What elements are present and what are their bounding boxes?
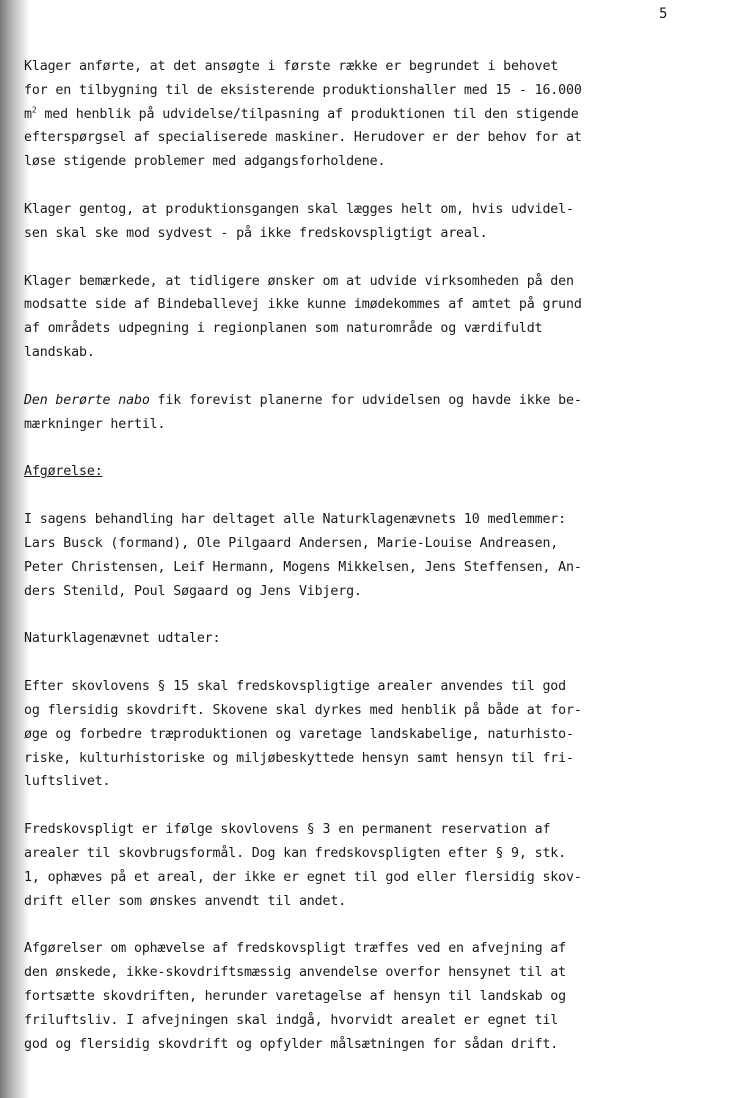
text-line: Fredskovspligt er ifølge skovlovens § 3 en permanent reservation af (24, 822, 551, 838)
document-body (24, 55, 674, 1080)
text-line: Klager anførte, at det ansøgte i første række er begrundet i behovet (24, 59, 559, 74)
paragraph-request (24, 55, 674, 174)
page-number: 5 (659, 6, 668, 22)
unit-m: m (24, 106, 32, 122)
text-line: den ønskede, ikke-skovdriftsmæssig anvendelse overfor hensynet til at (24, 965, 567, 981)
paragraph-neighbour (24, 389, 674, 437)
section-heading: Afgørelse: (24, 464, 103, 480)
text-line: og flersidig skovdrift. Skovene skal dyrkes med henblik på både at for- (24, 702, 582, 718)
paragraph-forest-law-3 (24, 818, 674, 913)
text-line: for en tilbygning til de eksisterende produktionshaller med 15 - 16.000 (24, 82, 582, 98)
text-line: ders Stenild, Poul Søgaard og Jens Vibjerg. (24, 583, 362, 599)
text-line: løse stigende problemer med adgangsforholdene. (24, 154, 386, 170)
text-line (24, 103, 674, 127)
text-line: friluftsliv. I afvejningen skal indgå, hvorvidt arealet er egnet til (24, 1012, 559, 1028)
paragraph-previous-wishes (24, 270, 674, 365)
text-line: drift eller som ønskes anvendt til andet. (24, 893, 347, 909)
text-line: Lars Busck (formand), Ole Pilgaard Andersen, Marie-Louise Andreasen, (24, 535, 559, 551)
text-line: modsatte side af Bindeballevej ikke kunne imødekommes af amtet på grund (24, 297, 582, 313)
text-line: luftslivet. (24, 774, 111, 790)
statement-intro: Naturklagenævnet udtaler: (24, 631, 221, 647)
text-line: fortsætte skovdriften, herunder varetagelse af hensyn til landskab og (24, 988, 567, 1004)
text-line: landskab. (24, 344, 95, 360)
text-line: Klager gentog, at produktionsgangen skal lægges helt om, hvis udvidel- (24, 201, 574, 217)
text-line: riske, kulturhistoriske og miljøbeskyttede hensyn samt hensyn til fri- (24, 750, 574, 766)
paragraph-decisions (24, 937, 674, 1056)
italic-phrase: Den berørte nabo (24, 392, 150, 408)
paragraph-production (24, 198, 674, 246)
text-line: øge og forbedre træproduktionen og varetage landskabelige, naturhisto- (24, 726, 574, 742)
paragraph-forest-law-15 (24, 675, 674, 794)
text-line: Efter skovlovens § 15 skal fredskovspligtige arealer anvendes til god (24, 679, 567, 695)
text-line: 1, ophæves på et areal, der ikke er egnet til god eller flersidig skov- (24, 869, 582, 885)
text-line: af områdets udpegning i regionplanen som naturområde og værdifuldt (24, 321, 543, 337)
text-line: I sagens behandling har deltaget alle Naturklagenævnets 10 medlemmer: (24, 512, 567, 528)
text-line: Afgørelser om ophævelse af fredskovspligt træffes ved en afvejning af (24, 941, 567, 957)
text-line: Klager bemærkede, at tidligere ønsker om at udvide virksomheden på den (24, 273, 574, 289)
text-fragment: fik forevist planerne for udvidelsen og havde ikke be- (149, 392, 582, 408)
text-line: Peter Christensen, Leif Hermann, Mogens Mikkelsen, Jens Steffensen, An- (24, 559, 582, 575)
unit-superscript: 2 (31, 105, 37, 115)
text-line: sen skal ske mod sydvest - på ikke fredskovspligtigt areal. (24, 225, 488, 241)
text-line: efterspørgsel af specialiserede maskiner. Herudover er der behov for at (24, 130, 582, 146)
text-line: arealer til skovbrugsformål. Dog kan fredskovspligten efter § 9, stk. (24, 845, 567, 861)
text-line (24, 389, 674, 413)
paragraph-members (24, 508, 674, 603)
text-line: god og flersidig skovdrift og opfylder målsætningen for sådan drift. (24, 1036, 559, 1052)
text-fragment: med henblik på udvidelse/tilpasning af produktionen til den stigende (36, 106, 579, 122)
text-line: mærkninger hertil. (24, 416, 166, 432)
